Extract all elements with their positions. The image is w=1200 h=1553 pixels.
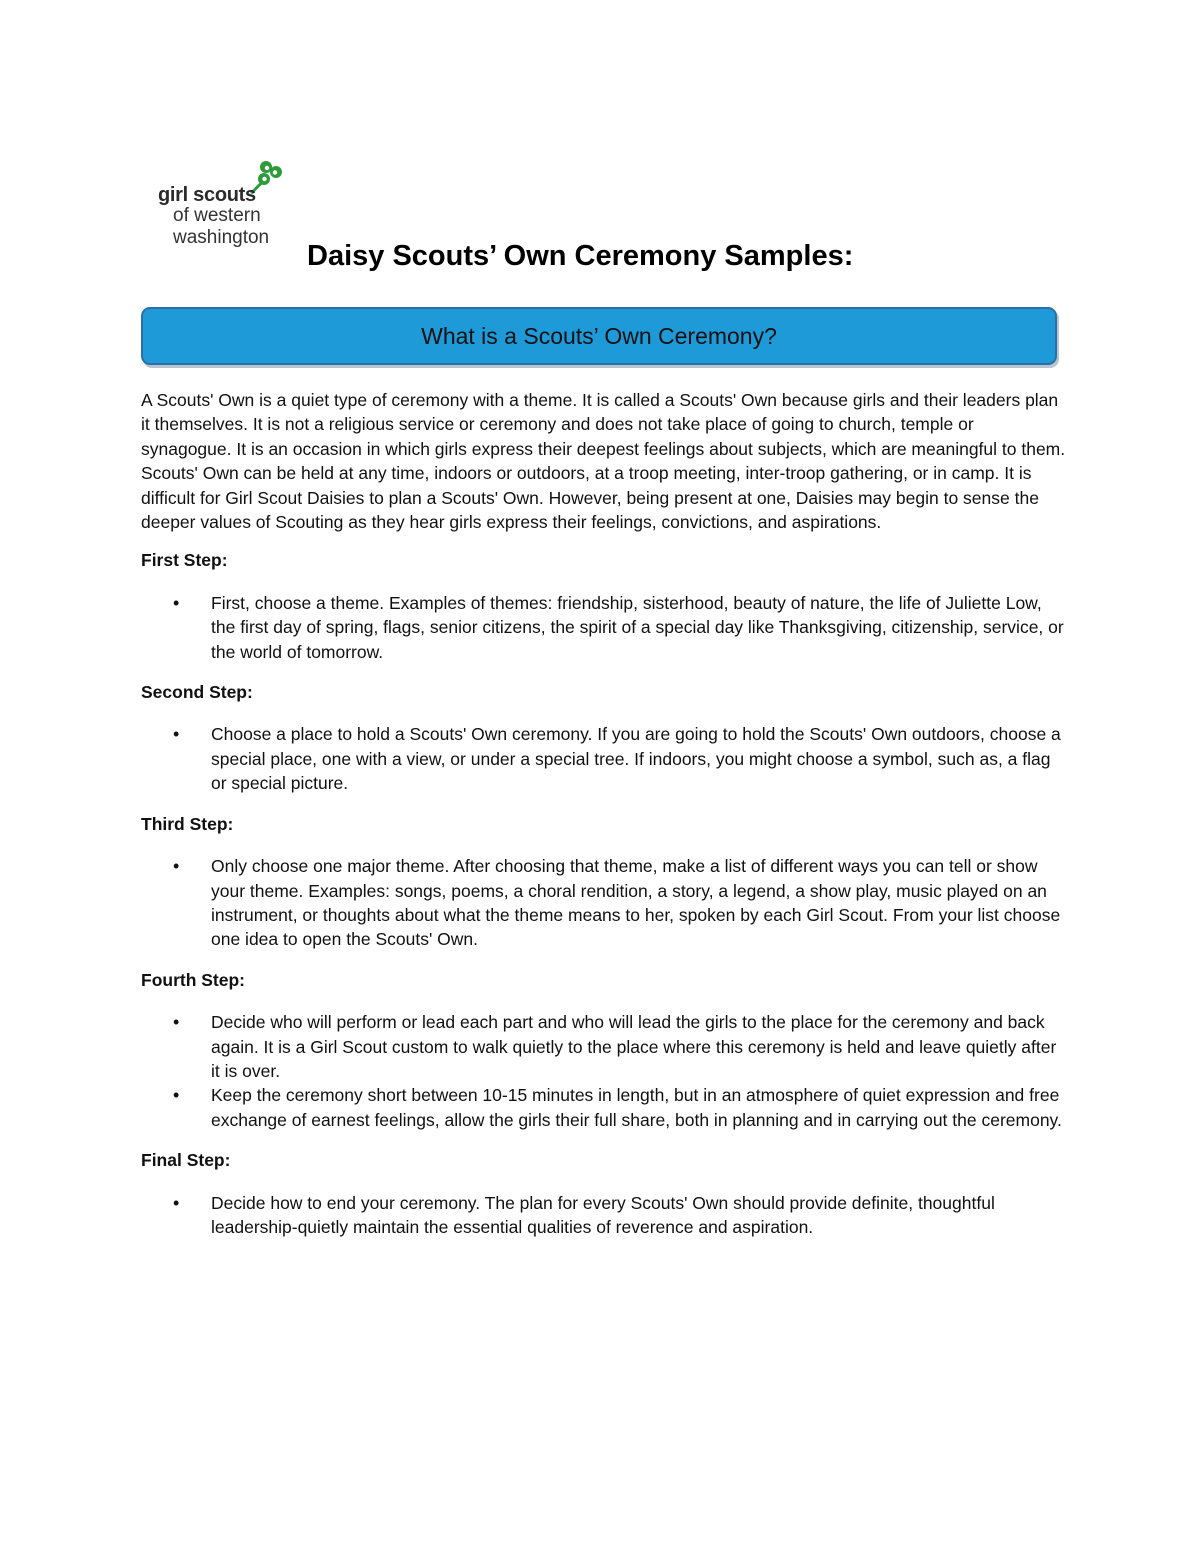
- step-heading-fourth: Fourth Step:: [141, 969, 246, 990]
- step-heading-first: First Step:: [141, 550, 228, 571]
- step-list-third: [141, 854, 1066, 952]
- step-list-first: [141, 591, 1066, 664]
- list-item: • Only choose one major theme. After choosing that theme, make a list of different ways you can tell or show your theme. Examples: songs, poems, a choral rendition, a story, a legend, a show play, music played on an instrument, or thoughts about what the theme means to her, spoken by each Girl Scout. From your list choose one idea to open the Scouts' Own.: [211, 854, 1066, 952]
- list-item: • First, choose a theme. Examples of themes: friendship, sisterhood, beauty of nature, the life of Juliette Low, the first day of spring, flags, senior citizens, the spirit of a special day like Thanksgiving, citizenship, service, or the world of tomorrow.: [211, 591, 1066, 664]
- document-body: [141, 388, 1066, 1255]
- logo-line-1: girl scouts: [158, 184, 256, 206]
- logo-line-3: washington: [173, 227, 270, 248]
- list-item: • Decide who will perform or lead each part and who will lead the girls to the place for the ceremony and back again. It is a Girl Scout custom to walk quietly to the place where this ceremony is held and leave quietly after it is over.: [211, 1010, 1066, 1083]
- step-heading-second: Second Step:: [141, 682, 253, 703]
- step-list-final: [141, 1191, 1066, 1240]
- list-item: • Choose a place to hold a Scouts' Own ceremony. If you are going to hold the Scouts' Own outdoors, choose a special place, one with a view, or under a special tree. If indoors, you might choose a symbol, such as, a flag or special picture.: [211, 722, 1066, 795]
- intro-paragraph: A Scouts' Own is a quiet type of ceremony with a theme. It is called a Scouts' Own because girls and their leaders plan it themselves. It is not a religious service or ceremony and does not take place of going to church, temple or synagogue. It is an occasion in which girls express their deepest feelings about subjects, which are meaningful to them. Scouts' Own can be held at any time, indoors or outdoors, at a troop meeting, inter-troop gathering, or in camp. It is difficult for Girl Scout Daisies to plan a Scouts' Own. However, being present at one, Daisies may begin to sense the deeper values of Scouting as they hear girls express their feelings, convictions, and aspirations.: [141, 390, 1066, 533]
- logo-line-2: of western: [173, 205, 261, 226]
- step-heading-third: Third Step:: [141, 813, 234, 834]
- page-title: Daisy Scouts’ Own Ceremony Samples:: [307, 240, 854, 272]
- organization-logo: [156, 160, 296, 252]
- list-item: • Decide how to end your ceremony. The plan for every Scouts' Own should provide definite, thoughtful leadership-quietly maintain the essential qualities of reverence and aspiration.: [211, 1191, 1066, 1240]
- step-list-fourth: [141, 1010, 1066, 1132]
- section-banner-text: What is a Scouts’ Own Ceremony?: [421, 322, 777, 349]
- list-item: • Keep the ceremony short between 10-15 minutes in length, but in an atmosphere of quiet expression and free exchange of earnest feelings, allow the girls their full share, both in planning and in carrying out the ceremony.: [211, 1083, 1066, 1132]
- section-banner: [141, 307, 1057, 365]
- step-list-second: [141, 722, 1066, 795]
- step-heading-final: Final Step:: [141, 1150, 231, 1171]
